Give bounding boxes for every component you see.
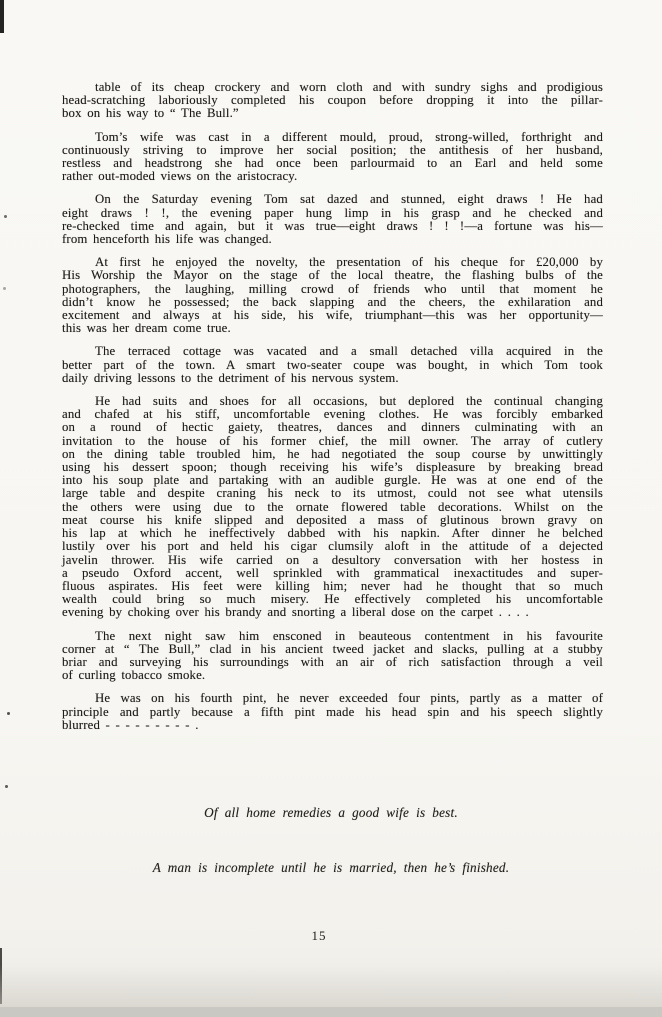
text-line: blurred - - - - - - - - - . [62, 717, 199, 732]
aphorism-1: Of all home remedies a good wife is best. [204, 805, 458, 820]
paragraph [62, 81, 603, 121]
text-line: the others were using due to the ornate flowered table decorations. Whilst on the [62, 499, 603, 514]
text-line: table of its cheap crockery and worn cloth and with sundry sighs and prodigious [95, 80, 603, 94]
paragraph [62, 193, 603, 246]
text-line: from henceforth his life was changed. [62, 232, 272, 247]
text-line: of curling tobacco smoke. [62, 668, 206, 683]
text-line: Tom’s wife was cast in a different mould, proud, strong-willed, forthright and [95, 129, 603, 144]
page-bottom-edge [0, 1007, 662, 1017]
text-line: meat course his knife slipped and deposited a mass of glutinous brown gravy on [62, 512, 603, 527]
scan-speck [5, 785, 8, 788]
text-line: re-checked time and again, but it was true—eight draws ! ! !—a fortune was his— [62, 218, 603, 233]
paragraph [62, 131, 603, 184]
text-line: better part of the town. A smart two-seater coupe was bought, in which Tom took [62, 357, 603, 372]
scan-edge-mark-top [0, 0, 4, 33]
text-line: rather out-moded views on the aristocracy. [62, 169, 298, 184]
paragraph [62, 395, 603, 619]
paragraph [62, 630, 603, 683]
text-line: excitement and always at his side, his wife, triumphant—this was her opportunity— [62, 308, 603, 323]
page-number: 15 [311, 928, 327, 943]
text-line: head-scratching laboriously completed his coupon before dropping it into the pillar- [62, 93, 603, 108]
text-line: At first he enjoyed the novelty, the presentation of his cheque for £20,000 by [95, 255, 603, 270]
aphorism-2: A man is incomplete until he is married, then he’s finished. [152, 860, 510, 875]
text-line: lustily over his port and held his cigar clumsily aloft in the attitude of a dejected [62, 539, 603, 554]
text-line: principle and partly because a fifth pint made his head spin and his speech slightly [62, 704, 603, 719]
text-line: a pseudo Oxford accent, well sprinkled with grammatical inexactitudes and super- [62, 565, 603, 580]
text-line: this was her dream come true. [62, 321, 231, 336]
text-line: briar and surveying his surroundings with an air of rich satisfaction through a veil [62, 654, 603, 669]
text-line: evening by choking over his brandy and snorting a liberal dose on the carpet . . . . [62, 605, 529, 620]
text-line: The terraced cottage was vacated and a small detached villa acquired in the [95, 344, 603, 359]
text-line: continuously striving to improve her social position; the antithesis of her husband, [62, 142, 603, 157]
text-line: and chafed at his stiff, uncomfortable evening clothes. He was forcibly embarked [62, 407, 603, 422]
text-line: photographers, the laughing, milling crowd of friends who until that moment he [62, 281, 603, 296]
paragraph [62, 256, 603, 335]
paragraph [62, 345, 603, 385]
text-line: eight draws ! !, the evening paper hung limp in his grasp and he checked and [62, 205, 603, 220]
text-line: into his soup plate and partaking with an audible gurgle. He was at one end of the [62, 473, 603, 488]
text-line: He was on his fourth pint, he never exceeded four pints, partly as a matter of [95, 691, 603, 706]
text-line: corner at “ The Bull,” clad in his ancient tweed jacket and slacks, pulling at a stubby [62, 641, 603, 656]
scan-speck [4, 215, 7, 218]
text-line: invitation to the house of his former chief, the mill owner. The array of cutlery [62, 433, 603, 448]
text-line: box on his way to “ The Bull.” [62, 106, 239, 121]
text-line: his lap at which he ineffectively dabbed with his napkin. After dinner he belched [62, 526, 603, 541]
text-line: He had suits and shoes for all occasions, but deplored the continual changing [95, 394, 603, 409]
text-line: daily driving lessons to the detriment of his nervous system. [62, 370, 399, 385]
paragraph [62, 692, 603, 732]
text-line: on the dining table troubled him, he had negotiated the soup course by unwittingly [62, 446, 603, 461]
scan-speck [3, 287, 6, 290]
text-line: wealth could bring so much misery. He effectively completed his uncomfortable [62, 592, 603, 607]
text-line: javelin thrower. His wife carried on a desultory conversation with her hostess in [62, 552, 603, 567]
page-bottom-shadow [0, 965, 662, 1007]
text-line: The next night saw him ensconed in beauteous contentment in his favourite [95, 628, 603, 643]
text-line: on a round of hectic gaiety, theatres, dances and dinners culminating with an [62, 420, 603, 435]
text-line: large table and despite craning his neck to its utmost, could not see what utensils [62, 486, 603, 501]
text-line: His Worship the Mayor on the stage of the local theatre, the flashing bulbs of the [62, 268, 603, 283]
text-line: restless and headstrong she had once been parlourmaid to an Earl and held some [62, 156, 603, 171]
text-line: On the Saturday evening Tom sat dazed and stunned, eight draws ! He had [95, 192, 603, 207]
text-line: using his dessert spoon; though receiving his wife’s displeasure by breaking bread [62, 460, 603, 475]
body-text [62, 81, 603, 732]
scan-speck [7, 712, 10, 715]
text-line: didn’t know he possessed; the back slapping and the cheers, the exhilaration and [62, 294, 603, 309]
text-line: fluous aspirates. His feet were killing him; never had he thought that so much [62, 578, 603, 593]
